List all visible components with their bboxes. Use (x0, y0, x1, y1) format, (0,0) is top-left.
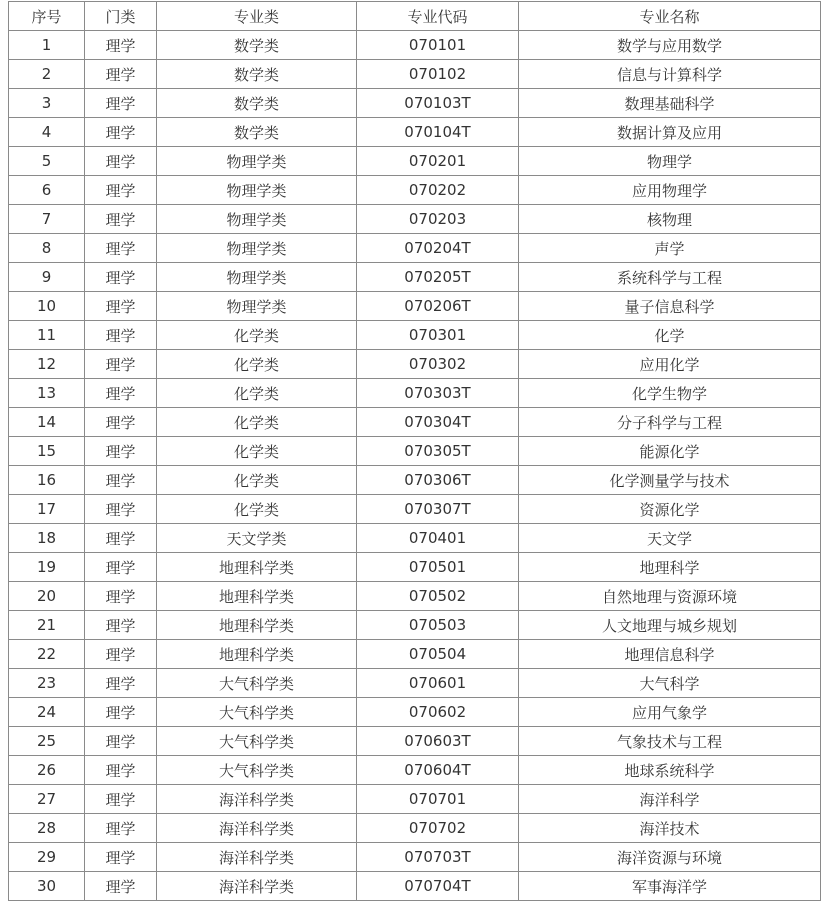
cell-major-code: 070504 (357, 640, 519, 669)
table-row (9, 437, 821, 466)
cell-discipline-class: 海洋科学类 (157, 843, 357, 872)
cell-major-code: 070304T (357, 408, 519, 437)
cell-discipline-class: 海洋科学类 (157, 785, 357, 814)
cell-major-code: 070305T (357, 437, 519, 466)
table-row (9, 292, 821, 321)
cell-category: 理学 (85, 408, 157, 437)
cell-index: 3 (9, 89, 85, 118)
cell-major-code: 070307T (357, 495, 519, 524)
cell-major-name: 大气科学 (519, 669, 821, 698)
cell-discipline-class: 化学类 (157, 495, 357, 524)
cell-major-name: 数理基础科学 (519, 89, 821, 118)
cell-category: 理学 (85, 147, 157, 176)
cell-index: 14 (9, 408, 85, 437)
cell-category: 理学 (85, 176, 157, 205)
table-row (9, 263, 821, 292)
cell-discipline-class: 数学类 (157, 31, 357, 60)
table-row (9, 553, 821, 582)
table-row (9, 118, 821, 147)
cell-index: 1 (9, 31, 85, 60)
cell-category: 理学 (85, 31, 157, 60)
cell-index: 12 (9, 350, 85, 379)
cell-category: 理学 (85, 205, 157, 234)
cell-index: 22 (9, 640, 85, 669)
cell-major-name: 地理信息科学 (519, 640, 821, 669)
table-row (9, 640, 821, 669)
cell-major-name: 海洋技术 (519, 814, 821, 843)
table-row (9, 147, 821, 176)
cell-index: 26 (9, 756, 85, 785)
table-row (9, 872, 821, 901)
cell-major-name: 资源化学 (519, 495, 821, 524)
cell-index: 30 (9, 872, 85, 901)
table-row (9, 843, 821, 872)
cell-category: 理学 (85, 495, 157, 524)
cell-major-name: 化学测量学与技术 (519, 466, 821, 495)
cell-major-name: 自然地理与资源环境 (519, 582, 821, 611)
cell-discipline-class: 天文学类 (157, 524, 357, 553)
cell-major-name: 声学 (519, 234, 821, 263)
cell-major-code: 070502 (357, 582, 519, 611)
cell-discipline-class: 大气科学类 (157, 756, 357, 785)
cell-major-name: 地球系统科学 (519, 756, 821, 785)
cell-major-name: 化学生物学 (519, 379, 821, 408)
cell-discipline-class: 数学类 (157, 89, 357, 118)
cell-major-name: 天文学 (519, 524, 821, 553)
cell-category: 理学 (85, 89, 157, 118)
table-row (9, 669, 821, 698)
cell-major-code: 070203 (357, 205, 519, 234)
cell-category: 理学 (85, 466, 157, 495)
header-row (9, 2, 821, 31)
cell-major-code: 070306T (357, 466, 519, 495)
cell-index: 28 (9, 814, 85, 843)
cell-discipline-class: 大气科学类 (157, 727, 357, 756)
cell-category: 理学 (85, 698, 157, 727)
cell-discipline-class: 数学类 (157, 60, 357, 89)
table-row (9, 234, 821, 263)
table-row (9, 321, 821, 350)
cell-index: 2 (9, 60, 85, 89)
table-row (9, 727, 821, 756)
cell-discipline-class: 物理学类 (157, 147, 357, 176)
majors-table (8, 1, 821, 901)
cell-major-code: 070204T (357, 234, 519, 263)
cell-major-code: 070101 (357, 31, 519, 60)
cell-major-name: 海洋科学 (519, 785, 821, 814)
cell-discipline-class: 地理科学类 (157, 611, 357, 640)
cell-category: 理学 (85, 524, 157, 553)
cell-category: 理学 (85, 234, 157, 263)
cell-major-name: 量子信息科学 (519, 292, 821, 321)
cell-category: 理学 (85, 611, 157, 640)
cell-index: 18 (9, 524, 85, 553)
cell-index: 29 (9, 843, 85, 872)
cell-index: 17 (9, 495, 85, 524)
cell-major-code: 070704T (357, 872, 519, 901)
cell-major-name: 应用物理学 (519, 176, 821, 205)
cell-category: 理学 (85, 843, 157, 872)
cell-discipline-class: 数学类 (157, 118, 357, 147)
header-major-code: 专业代码 (357, 2, 519, 31)
cell-major-code: 070302 (357, 350, 519, 379)
cell-discipline-class: 化学类 (157, 379, 357, 408)
table-row (9, 31, 821, 60)
table-row (9, 495, 821, 524)
cell-major-code: 070303T (357, 379, 519, 408)
cell-category: 理学 (85, 814, 157, 843)
cell-category: 理学 (85, 118, 157, 147)
cell-index: 11 (9, 321, 85, 350)
cell-category: 理学 (85, 727, 157, 756)
cell-major-name: 能源化学 (519, 437, 821, 466)
cell-category: 理学 (85, 756, 157, 785)
cell-major-name: 化学 (519, 321, 821, 350)
cell-index: 4 (9, 118, 85, 147)
table-row (9, 350, 821, 379)
cell-category: 理学 (85, 582, 157, 611)
cell-category: 理学 (85, 263, 157, 292)
table-row (9, 524, 821, 553)
cell-index: 15 (9, 437, 85, 466)
cell-index: 6 (9, 176, 85, 205)
table-row (9, 814, 821, 843)
cell-major-code: 070503 (357, 611, 519, 640)
cell-category: 理学 (85, 640, 157, 669)
cell-discipline-class: 化学类 (157, 321, 357, 350)
cell-discipline-class: 物理学类 (157, 263, 357, 292)
cell-index: 16 (9, 466, 85, 495)
cell-major-code: 070201 (357, 147, 519, 176)
cell-index: 23 (9, 669, 85, 698)
cell-index: 19 (9, 553, 85, 582)
cell-major-name: 海洋资源与环境 (519, 843, 821, 872)
cell-discipline-class: 海洋科学类 (157, 814, 357, 843)
cell-major-name: 信息与计算科学 (519, 60, 821, 89)
cell-index: 27 (9, 785, 85, 814)
cell-discipline-class: 物理学类 (157, 176, 357, 205)
cell-major-name: 分子科学与工程 (519, 408, 821, 437)
table-row (9, 60, 821, 89)
cell-major-name: 系统科学与工程 (519, 263, 821, 292)
cell-major-code: 070702 (357, 814, 519, 843)
cell-index: 7 (9, 205, 85, 234)
cell-discipline-class: 物理学类 (157, 234, 357, 263)
cell-major-name: 军事海洋学 (519, 872, 821, 901)
table-row (9, 408, 821, 437)
cell-discipline-class: 化学类 (157, 408, 357, 437)
cell-discipline-class: 大气科学类 (157, 669, 357, 698)
cell-major-name: 数学与应用数学 (519, 31, 821, 60)
cell-major-code: 070602 (357, 698, 519, 727)
cell-discipline-class: 物理学类 (157, 205, 357, 234)
header-index: 序号 (9, 2, 85, 31)
cell-index: 21 (9, 611, 85, 640)
cell-discipline-class: 地理科学类 (157, 640, 357, 669)
cell-discipline-class: 大气科学类 (157, 698, 357, 727)
cell-category: 理学 (85, 669, 157, 698)
cell-major-name: 地理科学 (519, 553, 821, 582)
cell-category: 理学 (85, 379, 157, 408)
cell-major-code: 070401 (357, 524, 519, 553)
cell-major-code: 070103T (357, 89, 519, 118)
cell-discipline-class: 地理科学类 (157, 553, 357, 582)
header-major-name: 专业名称 (519, 2, 821, 31)
cell-index: 8 (9, 234, 85, 263)
table-row (9, 89, 821, 118)
cell-category: 理学 (85, 321, 157, 350)
cell-discipline-class: 化学类 (157, 350, 357, 379)
cell-major-code: 070206T (357, 292, 519, 321)
cell-major-name: 核物理 (519, 205, 821, 234)
header-discipline-class: 专业类 (157, 2, 357, 31)
cell-major-code: 070501 (357, 553, 519, 582)
table-body (9, 31, 821, 901)
cell-major-code: 070703T (357, 843, 519, 872)
cell-major-name: 数据计算及应用 (519, 118, 821, 147)
cell-category: 理学 (85, 60, 157, 89)
cell-major-name: 应用化学 (519, 350, 821, 379)
cell-major-code: 070301 (357, 321, 519, 350)
table-row (9, 582, 821, 611)
cell-major-code: 070102 (357, 60, 519, 89)
cell-major-name: 人文地理与城乡规划 (519, 611, 821, 640)
cell-major-code: 070202 (357, 176, 519, 205)
cell-discipline-class: 化学类 (157, 466, 357, 495)
cell-category: 理学 (85, 437, 157, 466)
cell-category: 理学 (85, 292, 157, 321)
cell-major-code: 070205T (357, 263, 519, 292)
table-row (9, 698, 821, 727)
table-row (9, 756, 821, 785)
cell-major-code: 070601 (357, 669, 519, 698)
cell-discipline-class: 化学类 (157, 437, 357, 466)
cell-index: 20 (9, 582, 85, 611)
cell-discipline-class: 海洋科学类 (157, 872, 357, 901)
header-category: 门类 (85, 2, 157, 31)
cell-discipline-class: 地理科学类 (157, 582, 357, 611)
table-row (9, 466, 821, 495)
cell-index: 10 (9, 292, 85, 321)
table-row (9, 205, 821, 234)
cell-major-name: 气象技术与工程 (519, 727, 821, 756)
cell-index: 13 (9, 379, 85, 408)
cell-index: 5 (9, 147, 85, 176)
table-row (9, 785, 821, 814)
cell-major-name: 应用气象学 (519, 698, 821, 727)
cell-major-name: 物理学 (519, 147, 821, 176)
cell-major-code: 070104T (357, 118, 519, 147)
cell-index: 9 (9, 263, 85, 292)
table-row (9, 176, 821, 205)
table-row (9, 379, 821, 408)
cell-category: 理学 (85, 872, 157, 901)
cell-index: 24 (9, 698, 85, 727)
cell-major-code: 070701 (357, 785, 519, 814)
cell-major-code: 070603T (357, 727, 519, 756)
cell-discipline-class: 物理学类 (157, 292, 357, 321)
cell-category: 理学 (85, 350, 157, 379)
table-row (9, 611, 821, 640)
cell-index: 25 (9, 727, 85, 756)
cell-major-code: 070604T (357, 756, 519, 785)
cell-category: 理学 (85, 785, 157, 814)
cell-category: 理学 (85, 553, 157, 582)
